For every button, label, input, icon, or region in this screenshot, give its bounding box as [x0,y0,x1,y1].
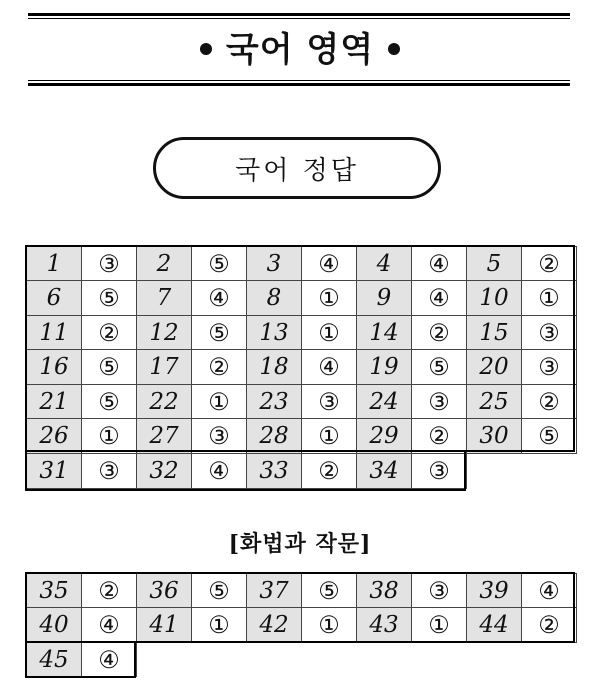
answer-choice: ③ [412,385,467,419]
question-number: 7 [137,281,192,316]
answer-choice: ③ [522,350,577,385]
answer-choice: ① [522,281,577,316]
question-number: 38 [357,574,412,608]
answer-choice: ② [522,247,577,281]
answer-choice: ⑤ [82,385,137,419]
answer-choice: ① [192,608,247,643]
question-number: 30 [467,419,522,454]
answer-choice: ③ [412,574,467,608]
question-number: 21 [27,385,82,419]
question-number: 23 [247,385,302,419]
answer-choice: ④ [302,350,357,385]
table-row [27,385,577,419]
answer-choice: ④ [192,281,247,316]
answer-choice: ② [302,454,357,489]
question-number: 2 [137,247,192,281]
elective-section-title: [화법과 작문] [228,531,372,557]
answer-choice: ⑤ [412,350,467,385]
page-title-text: 국어 영역 [225,30,375,70]
empty-cell [412,643,467,677]
question-number: 8 [247,281,302,316]
question-number: 33 [247,454,302,489]
question-number: 32 [137,454,192,489]
question-number: 26 [27,419,82,454]
answer-choice: ② [412,419,467,454]
question-number: 16 [27,350,82,385]
answer-choice: ① [302,608,357,643]
empty-cell [137,643,192,677]
answer-choice: ⑤ [82,281,137,316]
answer-choice: ① [302,419,357,454]
answer-choice: ② [522,608,577,643]
question-number: 40 [27,608,82,643]
question-number: 45 [27,643,82,677]
question-number: 14 [357,316,412,350]
answer-choice: ① [302,316,357,350]
question-number: 44 [467,608,522,643]
answer-choice: ④ [522,574,577,608]
answer-choice: ④ [302,247,357,281]
elective-answer-table [26,573,577,677]
answer-choice: ② [192,350,247,385]
question-number: 13 [247,316,302,350]
question-number: 25 [467,385,522,419]
empty-cell [302,643,357,677]
answer-choice: ④ [82,608,137,643]
answer-choice: ③ [82,454,137,489]
table-row [27,608,577,643]
table-row [27,574,577,608]
header-bottom-rule [28,83,570,86]
question-number: 41 [137,608,192,643]
empty-cell [522,643,577,677]
empty-cell [467,454,522,489]
answer-choice: ① [82,419,137,454]
empty-cell [467,643,522,677]
question-number: 42 [247,608,302,643]
answer-choice: ③ [522,316,577,350]
answer-key-label [153,137,441,199]
answer-choice: ⑤ [522,419,577,454]
answer-choice: ③ [412,454,467,489]
table-row [27,247,577,281]
answer-choice: ② [412,316,467,350]
answer-choice: ④ [412,247,467,281]
question-number: 34 [357,454,412,489]
question-number: 10 [467,281,522,316]
answer-choice: ⑤ [192,247,247,281]
header-bottom-rule-thin [28,80,570,81]
question-number: 9 [357,281,412,316]
common-answer-table [26,246,577,489]
table-row [27,316,577,350]
header-top-rule [28,13,570,16]
answer-choice: ② [82,316,137,350]
empty-cell [247,643,302,677]
question-number: 1 [27,247,82,281]
question-number: 12 [137,316,192,350]
empty-cell [357,643,412,677]
answer-choice: ④ [412,281,467,316]
table-row [27,643,577,677]
question-number: 22 [137,385,192,419]
question-number: 3 [247,247,302,281]
header-top-rule-thin [28,18,570,19]
answer-choice: ① [192,385,247,419]
answer-choice: ② [522,385,577,419]
answer-choice: ① [302,281,357,316]
bullet-icon [200,43,212,55]
question-number: 24 [357,385,412,419]
question-number: 28 [247,419,302,454]
table-row [27,350,577,385]
table-row [27,419,577,454]
question-number: 6 [27,281,82,316]
answer-choice: ④ [82,643,137,677]
answer-choice: ⑤ [82,350,137,385]
question-number: 43 [357,608,412,643]
question-number: 29 [357,419,412,454]
question-number: 35 [27,574,82,608]
answer-choice: ⑤ [192,574,247,608]
question-number: 31 [27,454,82,489]
page-title [0,22,600,71]
answer-choice: ③ [302,385,357,419]
answer-choice: ⑤ [192,316,247,350]
question-number: 11 [27,316,82,350]
answer-key-text: 국어 정답 [235,155,359,186]
question-number: 36 [137,574,192,608]
question-number: 39 [467,574,522,608]
question-number: 27 [137,419,192,454]
answer-choice: ① [412,608,467,643]
empty-cell [192,643,247,677]
question-number: 20 [467,350,522,385]
question-number: 18 [247,350,302,385]
answer-choice: ⑤ [302,574,357,608]
question-number: 19 [357,350,412,385]
bullet-icon [388,43,400,55]
question-number: 5 [467,247,522,281]
table-row [27,281,577,316]
question-number: 15 [467,316,522,350]
question-number: 37 [247,574,302,608]
answer-choice: ③ [192,419,247,454]
empty-cell [522,454,577,489]
answer-choice: ④ [192,454,247,489]
table-row [27,454,577,489]
answer-choice: ② [82,574,137,608]
answer-choice: ③ [82,247,137,281]
question-number: 4 [357,247,412,281]
question-number: 17 [137,350,192,385]
